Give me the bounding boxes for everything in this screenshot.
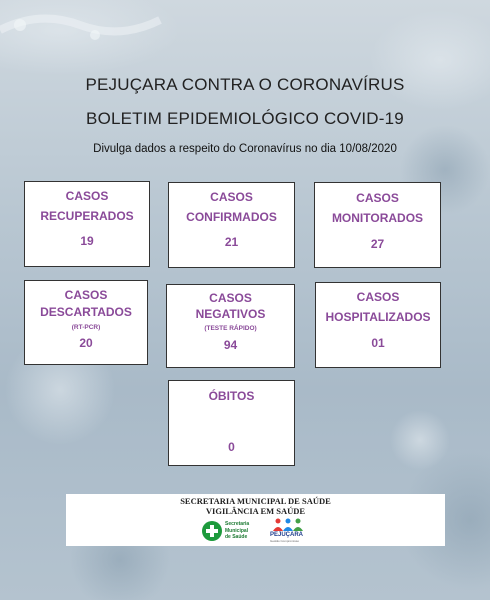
card-value: 19	[80, 234, 94, 248]
card-note: (TESTE RÁPIDO)	[204, 325, 257, 332]
card-descartados	[24, 280, 148, 365]
card-label: CASOS	[65, 189, 109, 203]
card-negativos	[166, 284, 295, 368]
footer-logos	[66, 518, 445, 544]
footer-banner	[66, 494, 445, 546]
page-title: PEJUÇARA CONTRA O CORONAVÍRUS	[85, 75, 405, 94]
page-subtitle: BOLETIM EPIDEMIOLÓGICO COVID-19	[86, 109, 404, 128]
card-label: MONITORADOS	[331, 211, 424, 225]
pejucara-logo	[266, 518, 314, 544]
pejucara-name: PEJUÇARA	[270, 532, 304, 538]
card-value: 27	[370, 237, 385, 251]
card-confirmados	[168, 182, 295, 268]
card-hospitalizados	[315, 282, 441, 368]
figures-logo-icon	[270, 518, 306, 532]
green-cross-icon	[202, 521, 222, 541]
card-label: RECUPERADOS	[40, 209, 134, 223]
date-caption: Divulga dados a respeito do Coronavírus no dia 10/08/2020	[93, 143, 397, 155]
card-label: HOSPITALIZADOS	[325, 310, 431, 324]
card-label: CASOS	[210, 190, 253, 204]
card-monitorados	[314, 182, 441, 268]
card-label: NEGATIVOS	[195, 307, 266, 321]
footer-line2: VIGILÂNCIA EM SAÚDE	[205, 506, 306, 516]
card-label: CASOS	[64, 288, 108, 302]
card-value: 01	[371, 336, 385, 350]
card-value: 21	[224, 235, 239, 249]
card-label: ÓBITOS	[208, 389, 255, 403]
card-recuperados	[24, 181, 150, 267]
card-label: CONFIRMADOS	[186, 210, 277, 224]
card-label: CASOS	[209, 291, 252, 305]
card-label: CASOS	[356, 290, 400, 304]
secretaria-logo	[202, 519, 262, 543]
footer-line1: SECRETARIA MUNICIPAL DE SAÚDE	[180, 496, 331, 506]
secretaria-logo-text: Secretaria Municipal de Saúde	[225, 521, 250, 540]
card-label: DESCARTADOS	[40, 305, 132, 319]
card-value: 0	[228, 440, 235, 454]
pejucara-tagline: Gestão Compromisso	[270, 539, 300, 543]
card-note: (RT-PCR)	[71, 324, 101, 331]
card-label: CASOS	[356, 191, 399, 205]
card-value: 94	[223, 338, 238, 352]
card-obitos	[168, 380, 295, 466]
card-value: 20	[79, 336, 93, 350]
